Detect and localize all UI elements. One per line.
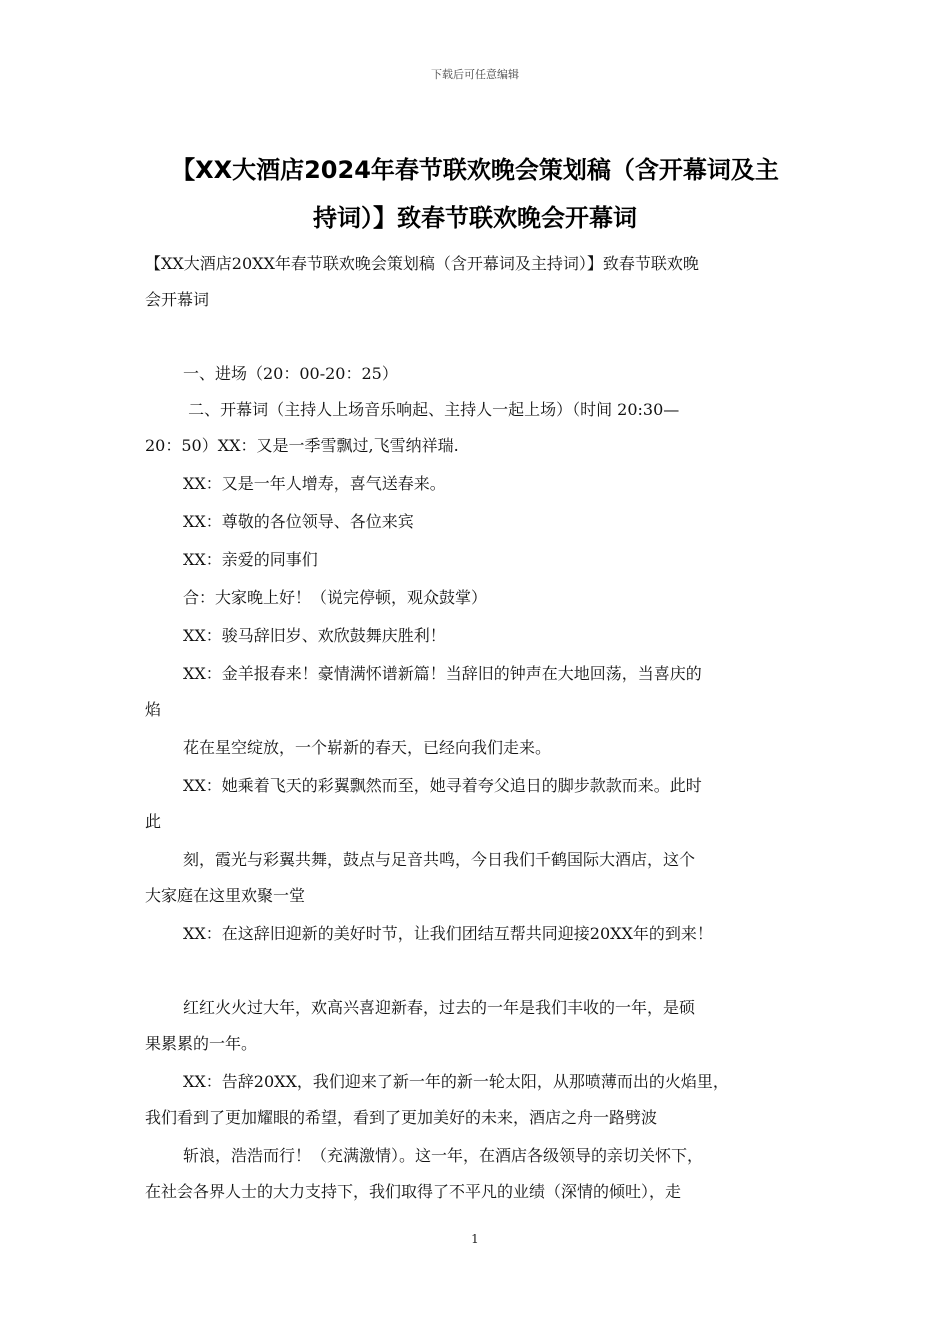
body-line: 一、进场（20：00-20：25） (183, 364, 398, 383)
body-line: XX：尊敬的各位领导、各位来宾 (183, 512, 414, 531)
body-line: XX：亲爱的同事们 (183, 550, 318, 569)
body-line: 【XX大酒店20XX年春节联欢晚会策划稿（含开幕词及主持词）】致春节联欢晚 (145, 254, 699, 273)
body-line: 红红火火过大年，欢高兴喜迎新春，过去的一年是我们丰收的一年，是硕 (183, 998, 696, 1017)
body-line: 20：50）XX：又是一季雪飘过,飞雪纳祥瑞. (145, 436, 459, 455)
body-line: 花在星空绽放，一个崭新的春天，已经向我们走来。 (183, 738, 552, 757)
body-line: 大家庭在这里欢聚一堂 (145, 886, 306, 905)
body-line: 果累累的一年。 (145, 1034, 258, 1053)
body-line: XX：又是一年人增寿，喜气送春来。 (183, 474, 446, 493)
body-line: XX：她乘着飞天的彩翼飘然而至，她寻着夸父追日的脚步款款而来。此时 (183, 776, 702, 795)
body-line: 我们看到了更加耀眼的希望，看到了更加美好的未来，酒店之舟一路劈波 (145, 1108, 658, 1127)
header-note: 下载后可任意编辑 (431, 68, 519, 81)
body-line: 二、开幕词（主持人上场音乐响起、主持人一起上场）（时间 20:30— (183, 400, 680, 419)
body-line: XX：在这辞旧迎新的美好时节，让我们团结互帮共同迎接20XX年的到来！ (183, 924, 713, 943)
body-line: XX：金羊报春来！豪情满怀谱新篇！当辞旧的钟声在大地回荡，当喜庆的 (183, 664, 702, 683)
title-line-2: 持词）】致春节联欢晚会开幕词 (313, 204, 637, 232)
page-number: 1 (471, 1232, 479, 1246)
body-line: 在社会各界人士的大力支持下，我们取得了不平凡的业绩（深情的倾吐），走 (145, 1182, 682, 1201)
title-line-1: 【XX大酒店2024年春节联欢晚会策划稿（含开幕词及主 (171, 156, 779, 184)
body-line: 合：大家晚上好！（说完停顿，观众鼓掌） (183, 588, 488, 607)
body-line: 斩浪，浩浩而行！（充满激情）。这一年，在酒店各级领导的亲切关怀下， (183, 1146, 704, 1165)
body-line: XX：骏马辞旧岁、欢欣鼓舞庆胜利！ (183, 626, 446, 645)
document-title (140, 146, 810, 242)
body-line: 此 (145, 812, 162, 831)
body-line: XX：告辞20XX，我们迎来了新一年的新一轮太阳，从那喷薄而出的火焰里， (183, 1072, 729, 1091)
body-line: 会开幕词 (145, 290, 210, 309)
body-line: 刻，霞光与彩翼共舞，鼓点与足音共鸣，今日我们千鹤国际大酒店，这个 (183, 850, 696, 869)
body-line: 焰 (145, 700, 162, 719)
